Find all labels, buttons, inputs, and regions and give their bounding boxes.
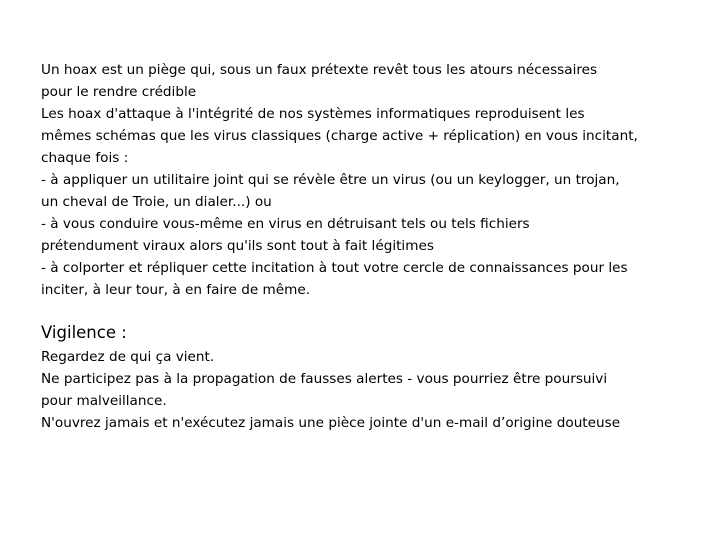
intro-line: - à appliquer un utilitaire joint qui se révèle être un virus (ou un keylogger, un trojan, [41, 172, 620, 188]
intro-line: Les hoax d'attaque à l'intégrité de nos systèmes informatiques reproduisent les [41, 106, 585, 122]
intro-line: chaque fois : [41, 150, 129, 166]
intro-line: pour le rendre crédible [41, 84, 197, 100]
vigilence-line: pour malveillance. [41, 393, 167, 409]
intro-line: - à colporter et répliquer cette incitation à tout votre cercle de connaissances pour les [41, 260, 628, 276]
document-body [41, 59, 706, 434]
vigilence-line: Ne participez pas à la propagation de fausses alertes - vous pourriez être poursuivi [41, 371, 608, 387]
vigilence-line: Regardez de qui ça vient. [41, 349, 215, 365]
vigilence-line: N'ouvrez jamais et n'exécutez jamais une pièce jointe d'un e-mail d’origine douteuse [41, 415, 621, 431]
intro-line: - à vous conduire vous-même en virus en détruisant tels ou tels fichiers [41, 216, 530, 232]
intro-line: inciter, à leur tour, à en faire de même. [41, 282, 311, 298]
intro-line: mêmes schémas que les virus classiques (charge active + réplication) en vous incitant, [41, 128, 638, 144]
intro-line: un cheval de Troie, un dialer...) ou [41, 194, 272, 210]
intro-paragraph [41, 59, 706, 301]
vigilence-paragraph [41, 346, 706, 434]
vigilence-heading: Vigilence : [41, 323, 127, 342]
intro-line: Un hoax est un piège qui, sous un faux prétexte revêt tous les atours nécessaires [41, 62, 598, 78]
intro-line: prétendument viraux alors qu'ils sont tout à fait légitimes [41, 238, 434, 254]
